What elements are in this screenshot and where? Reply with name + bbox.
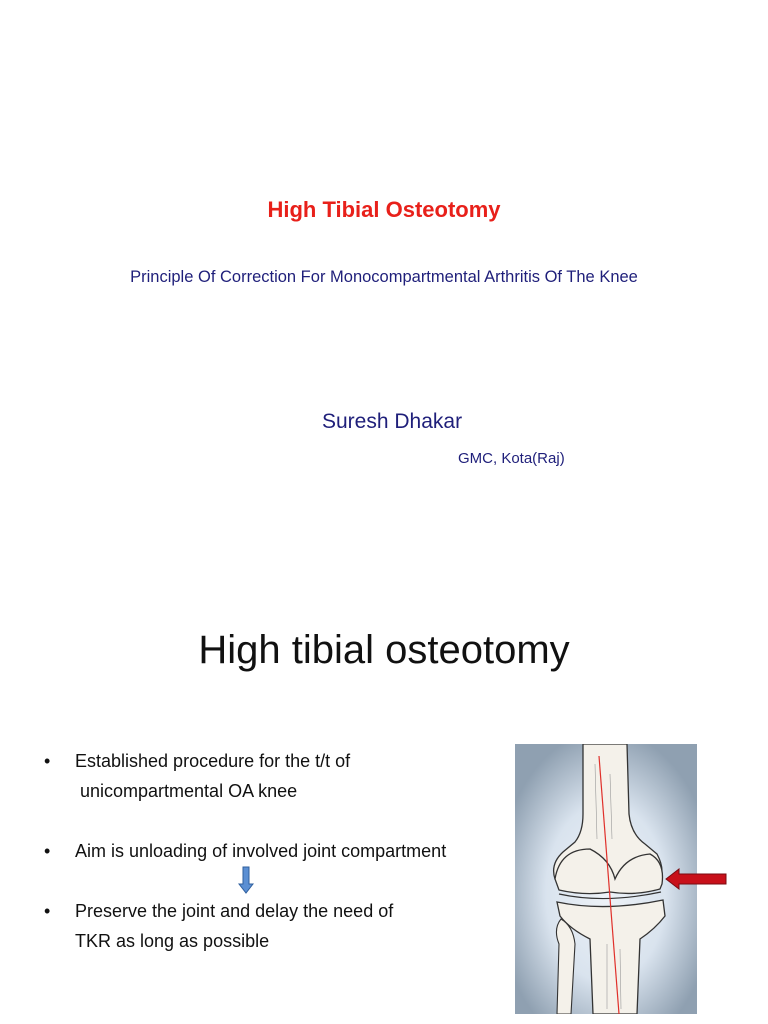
presentation-title: High Tibial Osteotomy: [267, 197, 501, 222]
down-arrow-icon: [238, 866, 254, 894]
author-name: Suresh Dhakar: [322, 410, 463, 433]
bullet-item: [40, 836, 446, 866]
bullet-text-line: Aim is unloading of involved joint compartment: [75, 841, 447, 861]
left-pointing-red-arrow-icon: [665, 868, 727, 890]
bullet-text-line: unicompartmental OA knee: [80, 781, 298, 801]
bullet-dot: •: [44, 841, 51, 861]
bullet-dot: •: [44, 751, 51, 771]
bullet-text-line: Established procedure for the t/t of: [75, 751, 351, 771]
bullet-dot: •: [44, 901, 51, 921]
bullet-text-line: TKR as long as possible: [75, 931, 270, 951]
bullet-text-line: Preserve the joint and delay the need of: [75, 901, 394, 921]
content-slide: [0, 576, 768, 1024]
slide-title: High tibial osteotomy: [198, 628, 570, 672]
presentation-subtitle: Principle Of Correction For Monocompartmental Arthritis Of The Knee: [130, 268, 638, 286]
bullet-item: [40, 896, 393, 956]
author-affiliation: GMC, Kota(Raj): [458, 450, 565, 467]
bullet-item: [40, 746, 350, 806]
